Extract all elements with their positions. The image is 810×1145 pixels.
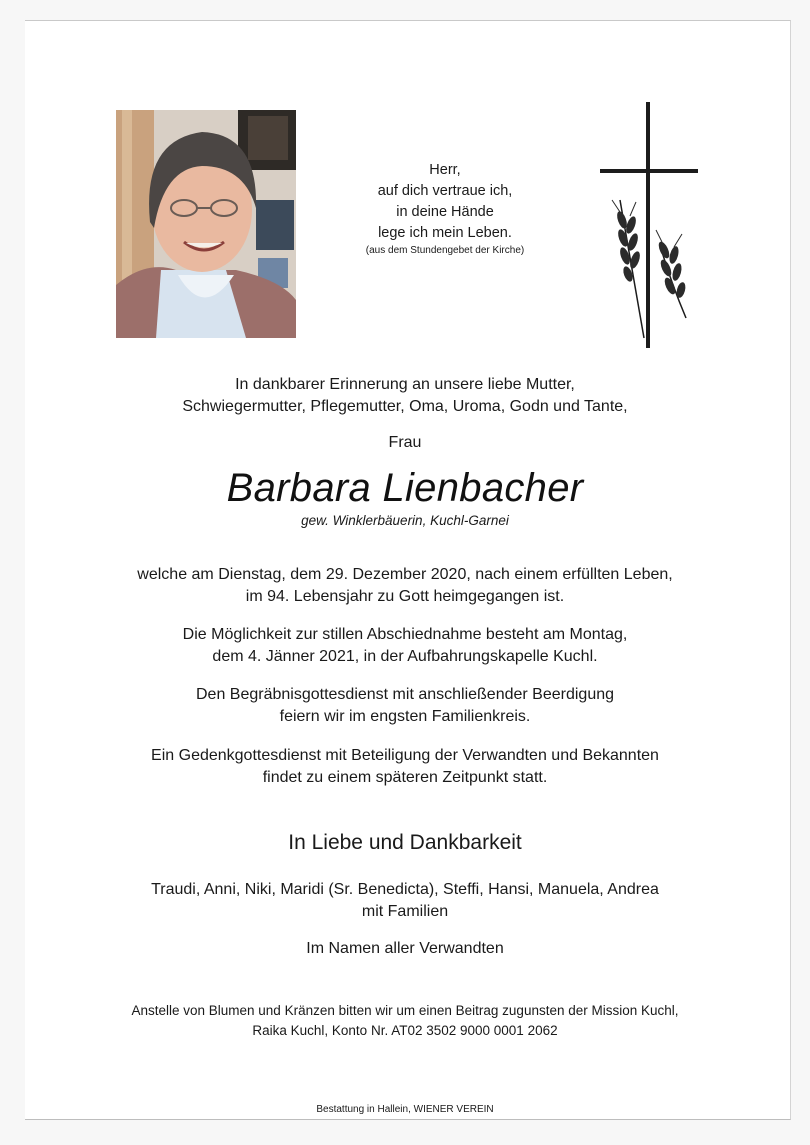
relatives-line: Im Namen aller Verwandten xyxy=(306,940,504,957)
verse-line: auf dich vertraue ich, xyxy=(377,183,513,199)
portrait-photo xyxy=(116,110,296,338)
paragraph-line: Ein Gedenkgottesdienst mit Beteiligung der Verwandten und Bekannten xyxy=(151,747,659,764)
mourners-families: mit Familien xyxy=(361,903,449,920)
intro-line: Schwiegermutter, Pflegemutter, Oma, Uroma, Godn und Tante, xyxy=(182,398,628,415)
deceased-subtitle: gew. Winklerbäuerin, Kuchl-Garnei xyxy=(301,513,509,528)
deceased-name: Barbara Lienbacher xyxy=(226,466,584,510)
verse-source: (aus dem Stundengebet der Kirche) xyxy=(365,245,525,256)
undertaker-footer: Bestattung in Hallein, WIENER VEREIN xyxy=(316,1104,494,1115)
donation-line: Anstelle von Blumen und Kränzen bitten wir um einen Beitrag zugunsten der Mission Kuchl, xyxy=(131,1003,679,1018)
mourners-names: Traudi, Anni, Niki, Maridi (Sr. Benedicta), Steffi, Hansi, Manuela, Andrea xyxy=(151,881,659,898)
death-paragraph xyxy=(40,564,770,608)
funeral-paragraph xyxy=(40,684,770,728)
salutation: Frau xyxy=(388,434,422,451)
mourners xyxy=(40,879,770,923)
paragraph-line: Die Möglichkeit zur stillen Abschiednahme besteht am Montag, xyxy=(182,626,628,643)
closing-heading: In Liebe und Dankbarkeit xyxy=(288,831,522,854)
paragraph-line: findet zu einem späteren Zeitpunkt statt. xyxy=(262,769,548,786)
donation-line: Raika Kuchl, Konto Nr. AT02 3502 9000 0001 2062 xyxy=(252,1023,558,1038)
intro-line: In dankbarer Erinnerung an unsere liebe Mutter, xyxy=(235,376,575,393)
verse-line: lege ich mein Leben. xyxy=(378,225,512,241)
paragraph-line: feiern wir im engsten Familienkreis. xyxy=(279,708,531,725)
verse-line: in deine Hände xyxy=(396,204,494,220)
bible-verse xyxy=(330,160,560,257)
intro xyxy=(40,374,770,418)
paragraph-line: welche am Dienstag, dem 29. Dezember 2020, nach einem erfüllten Leben, xyxy=(137,566,673,583)
paragraph-line: dem 4. Jänner 2021, in der Aufbahrungskapelle Kuchl. xyxy=(212,648,598,665)
paragraph-line: Den Begräbnisgottesdienst mit anschließender Beerdigung xyxy=(195,686,615,703)
donation-note xyxy=(40,1001,770,1041)
memorial-paragraph xyxy=(40,745,770,789)
verse-line: Herr, xyxy=(429,162,461,178)
farewell-paragraph xyxy=(40,624,770,668)
paragraph-line: im 94. Lebensjahr zu Gott heimgegangen ist. xyxy=(245,588,565,605)
cross-with-wheat-icon xyxy=(598,100,702,352)
